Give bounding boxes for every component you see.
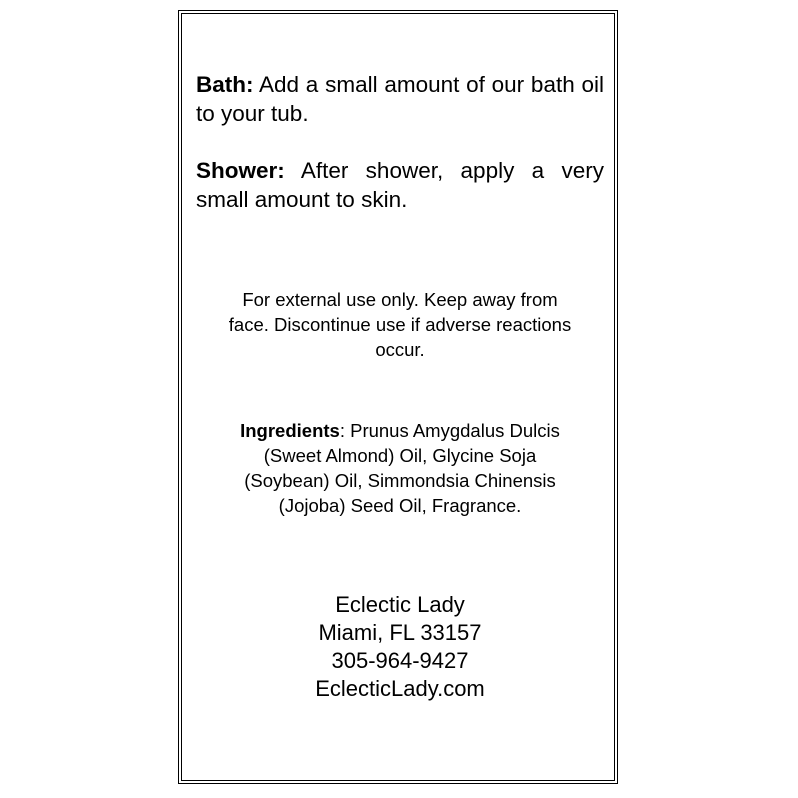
warning-line: For external use only. Keep away from <box>242 289 558 310</box>
company-phone: 305-964-9427 <box>331 648 469 673</box>
warning-line: face. Discontinue use if adverse reactions <box>228 314 572 335</box>
company-name: Eclectic Lady <box>335 592 465 617</box>
warning-text <box>196 287 604 362</box>
ingredients-line: (Soybean) Oil, Simmondsia Chinensis <box>244 470 556 491</box>
bath-heading: Bath: <box>196 72 254 97</box>
ingredients-line: : Prunus Amygdalus Dulcis <box>339 420 560 441</box>
shower-heading: Shower: <box>196 158 285 183</box>
ingredients-line: (Sweet Almond) Oil, Glycine Soja <box>263 445 537 466</box>
warning-line: occur. <box>375 339 425 360</box>
contact-block <box>196 591 604 703</box>
company-address: Miami, FL 33157 <box>318 620 482 645</box>
shower-text: After shower, apply a very small amount to skin. <box>196 158 604 212</box>
ingredients-text <box>196 418 604 518</box>
bath-directions <box>196 70 604 128</box>
ingredients-line: (Jojoba) Seed Oil, Fragrance. <box>278 495 522 516</box>
bath-text: Add a small amount of our bath oil to your tub. <box>196 72 604 126</box>
shower-directions <box>196 156 604 214</box>
company-website: EclecticLady.com <box>315 676 485 701</box>
ingredients-heading: Ingredients <box>240 420 340 441</box>
